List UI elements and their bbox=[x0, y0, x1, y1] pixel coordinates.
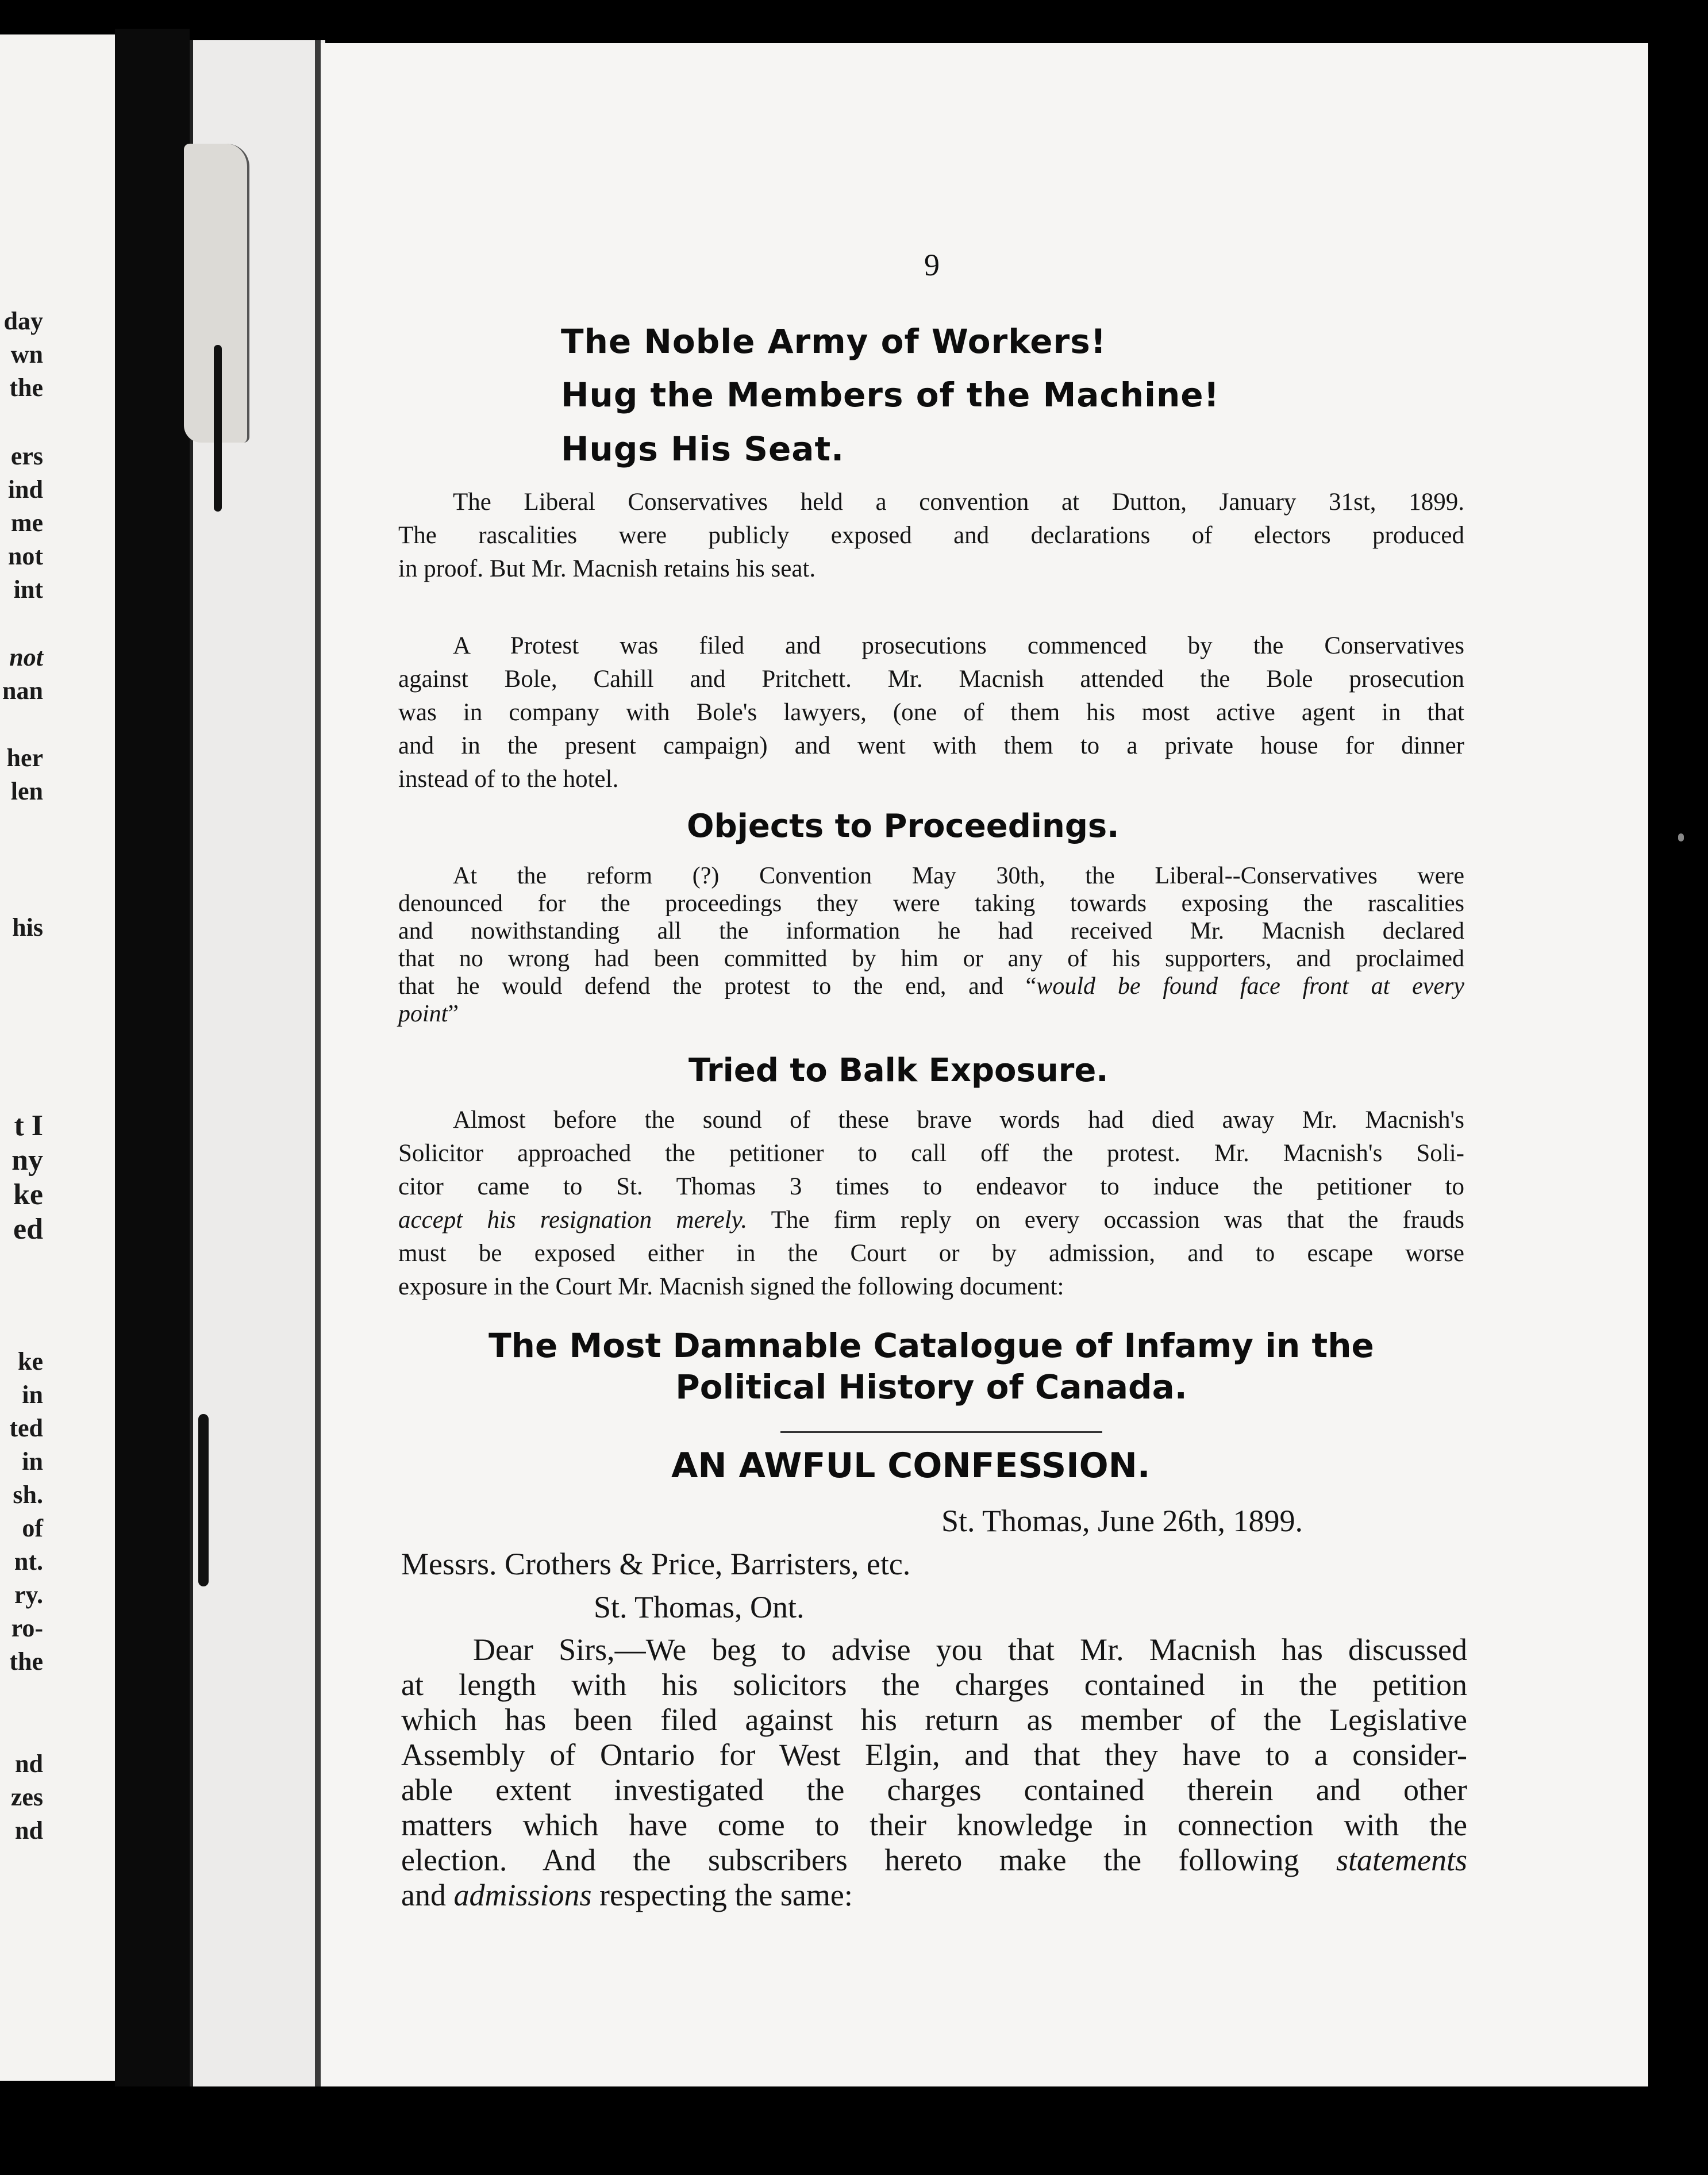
left-fragment: ers bbox=[10, 442, 43, 470]
left-fragment: nd bbox=[15, 1816, 43, 1844]
text-line: in proof. But Mr. Macnish retains his seat. bbox=[398, 555, 816, 582]
text-line bbox=[401, 1878, 1467, 1913]
text-line: exposure in the Court Mr. Macnish signed the following document: bbox=[398, 1273, 1064, 1300]
text-line bbox=[398, 973, 1464, 1000]
text-line: The Liberal Conservatives held a convention at Dutton, January 31st, 1899. bbox=[453, 489, 1464, 516]
left-fragment: ro- bbox=[11, 1614, 43, 1642]
italic-phrase: accept his resignation merely. bbox=[398, 1206, 748, 1233]
left-fragment: not bbox=[9, 643, 43, 671]
scan-speck bbox=[1678, 833, 1684, 841]
page-fold-line bbox=[315, 40, 321, 2086]
letter-date: St. Thomas, June 26th, 1899. bbox=[941, 1504, 1303, 1538]
headline-workers: The Noble Army of Workers! bbox=[561, 322, 1107, 361]
letter-body bbox=[401, 1632, 1467, 1913]
left-fragment: int bbox=[13, 575, 43, 604]
text-line: At the reform (?) Convention May 30th, the Liberal--Conservatives were bbox=[453, 863, 1464, 889]
scan-background bbox=[1648, 0, 1708, 2175]
text-line: at length with his solicitors the charges contained in the petition bbox=[401, 1667, 1467, 1702]
binding-hole-mark bbox=[214, 345, 222, 512]
left-fragment: ted bbox=[9, 1414, 43, 1442]
text-line bbox=[398, 1204, 1464, 1237]
text-line: that no wrong had been committed by him or any of his supporters, and proclaimed bbox=[398, 946, 1464, 972]
left-fragment: nan bbox=[2, 677, 43, 705]
left-fragment: his bbox=[12, 913, 43, 942]
left-fragment: of bbox=[22, 1514, 43, 1542]
left-fragment: nt. bbox=[14, 1547, 43, 1575]
letter-addressee: Messrs. Crothers & Price, Barristers, etc. bbox=[401, 1547, 911, 1581]
quote-italic: would be found face front at every bbox=[1036, 973, 1464, 1000]
italic-statements: statements bbox=[1336, 1843, 1467, 1877]
paragraph-solicitor bbox=[398, 1104, 1464, 1304]
left-fragment: wn bbox=[10, 340, 43, 368]
left-fragment: ed bbox=[13, 1213, 43, 1246]
left-fragment: her bbox=[6, 744, 43, 772]
letter-city: St. Thomas, Ont. bbox=[594, 1590, 805, 1624]
left-fragment: ind bbox=[7, 475, 43, 504]
left-fragment: ny bbox=[11, 1144, 43, 1177]
italic-admissions: admissions bbox=[453, 1878, 592, 1912]
text-line: was in company with Bole's lawyers, (one of them his most active agent in that bbox=[398, 699, 1464, 726]
left-fragment: nd bbox=[15, 1750, 43, 1778]
text-line: which has been filed against his return as member of the Legislative bbox=[401, 1703, 1467, 1737]
left-fragment: len bbox=[10, 777, 43, 805]
text-fragment: The firm reply on every occassion was that the frauds bbox=[747, 1206, 1464, 1233]
left-fragment: me bbox=[10, 509, 43, 537]
binding-gutter bbox=[115, 29, 190, 2086]
left-fragment: zes bbox=[10, 1783, 43, 1811]
headline-line: Political History of Canada. bbox=[675, 1367, 1187, 1407]
left-fragment: day bbox=[3, 307, 43, 335]
page-number: 9 bbox=[924, 248, 940, 282]
text-line: The rascalities were publicly exposed and declarations of electors produced bbox=[398, 522, 1464, 549]
left-fragment: ry. bbox=[14, 1581, 43, 1609]
text-line: must be exposed either in the Court or by admission, and to escape worse bbox=[398, 1240, 1464, 1267]
paragraph-convention bbox=[398, 486, 1464, 586]
headline-catalogue-of-infamy bbox=[398, 1325, 1464, 1408]
text-line: Solicitor approached the petitioner to call off the protest. Mr. Macnish's Soli- bbox=[398, 1140, 1464, 1167]
left-fragment: t I bbox=[14, 1109, 43, 1142]
subheading-objects: Objects to Proceedings. bbox=[687, 808, 1120, 845]
left-fragment: ke bbox=[13, 1178, 43, 1211]
text-fragment: and bbox=[401, 1878, 454, 1912]
text-line: denounced for the proceedings they were taking towards exposing the rascalities bbox=[398, 890, 1464, 917]
headline-seat: Hugs His Seat. bbox=[561, 429, 845, 468]
left-fragment: in bbox=[22, 1381, 43, 1409]
text-fragment: election. And the subscribers hereto make the following bbox=[401, 1843, 1337, 1877]
left-fragment: in bbox=[22, 1447, 43, 1475]
text-fragment: respecting the same: bbox=[591, 1878, 853, 1912]
headline-machine: Hug the Members of the Machine! bbox=[561, 375, 1220, 414]
text-line: and nowithstanding all the information he had received Mr. Macnish declared bbox=[398, 918, 1464, 944]
left-fragment: sh. bbox=[13, 1481, 43, 1509]
text-line: citor came to St. Thomas 3 times to endeavor to induce the petitioner to bbox=[398, 1173, 1464, 1200]
subheading-balk: Tried to Balk Exposure. bbox=[688, 1052, 1109, 1089]
text-fragment: that he would defend the protest to the end, and “ bbox=[398, 973, 1037, 1000]
confession-title: AN AWFUL CONFESSION. bbox=[671, 1446, 1151, 1486]
text-line: Assembly of Ontario for West Elgin, and that they have to a consider- bbox=[401, 1738, 1467, 1772]
text-line: A Protest was filed and prosecutions commenced by the Conservatives bbox=[453, 632, 1464, 659]
text-line: able extent investigated the charges contained therein and other bbox=[401, 1773, 1467, 1807]
left-fragment: the bbox=[9, 374, 43, 402]
text-line: matters which have come to their knowledge in connection with the bbox=[401, 1808, 1467, 1842]
text-line: against Bole, Cahill and Pritchett. Mr. Macnish attended the Bole prosecution bbox=[398, 666, 1464, 693]
text-line: Almost before the sound of these brave words had died away Mr. Macnish's bbox=[453, 1106, 1464, 1133]
divider-rule bbox=[780, 1431, 1102, 1433]
left-fragment: ke bbox=[18, 1347, 43, 1375]
binding-hole-mark bbox=[198, 1414, 209, 1586]
paragraph-reform-convention bbox=[398, 862, 1464, 1028]
text-line bbox=[401, 1843, 1467, 1878]
text-line: Dear Sirs,—We beg to advise you that Mr. Macnish has discussed bbox=[473, 1632, 1467, 1667]
text-line: instead of to the hotel. bbox=[398, 766, 619, 793]
left-fragment: the bbox=[9, 1647, 43, 1676]
text-line: and in the present campaign) and went with them to a private house for dinner bbox=[398, 732, 1464, 759]
text-line bbox=[398, 1000, 1464, 1028]
left-fragment: not bbox=[7, 542, 43, 570]
closing-quote: ” bbox=[448, 1001, 459, 1027]
quote-italic: point bbox=[398, 1001, 448, 1027]
document-page bbox=[321, 43, 1648, 2086]
paragraph-protest bbox=[398, 629, 1464, 796]
headline-line: The Most Damnable Catalogue of Infamy in the bbox=[488, 1326, 1374, 1365]
